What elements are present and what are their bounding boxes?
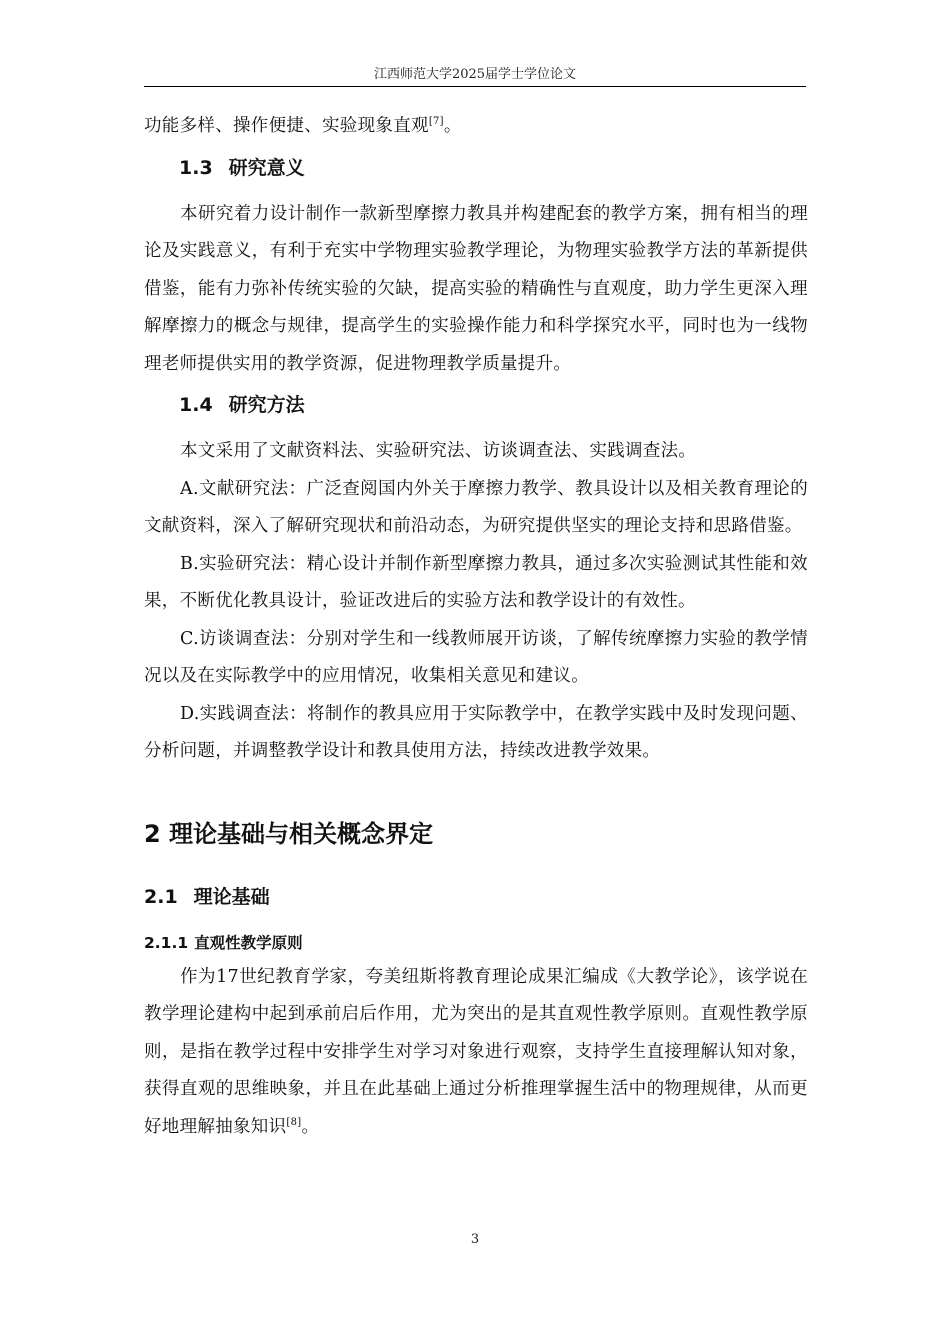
- section-number: 2.1.1: [144, 933, 189, 952]
- header-rule: [144, 86, 806, 87]
- method-a-paragraph: A.文献研究法：广泛查阅国内外关于摩擦力教学、教具设计以及相关教育理论的文献资料，深入了解研究现状和前沿动态，为研究提供坚实的理论支持和思路借鉴。: [144, 478, 808, 536]
- section-2-1-1-paragraph: [144, 959, 808, 1147]
- method-c-paragraph: C.访谈调查法：分别对学生和一线教师展开访谈，了解传统摩擦力实验的教学情况以及在实际教学中的应用情况，收集相关意见和建议。: [144, 628, 808, 686]
- section-number: 2.1: [144, 885, 178, 908]
- paragraph-end: 。: [301, 1116, 320, 1137]
- method-d-paragraph: D.实践调查法：将制作的教具应用于实际教学中，在教学实践中及时发现问题、分析问题，并调整教学设计和教具使用方法，持续改进教学效果。: [144, 703, 808, 761]
- page-number: 3: [470, 1232, 480, 1247]
- intro-tail-text: 功能多样、操作便捷、实验现象直观: [144, 116, 429, 136]
- section-1-4-heading: [144, 393, 808, 417]
- section-number: 1.3: [179, 156, 213, 179]
- intro-tail-paragraph: [144, 108, 808, 146]
- chapter-2-heading: 2 理论基础与相关概念界定: [144, 819, 434, 848]
- intro-tail-end: 。: [443, 116, 462, 136]
- section-number: 1.4: [179, 394, 213, 416]
- methods-intro-paragraph: 本文采用了文献资料法、实验研究法、访谈调查法、实践调查法。: [180, 441, 697, 461]
- section-title: 研究意义: [228, 156, 305, 179]
- running-header: 江西师范大学2025届学士学位论文: [373, 67, 577, 82]
- paragraph-text: 作为17世纪教育学家，夸美纽斯将教育理论成果汇编成《大教学论》，该学说在教学理论建构中起到承前启后作用，尤为突出的是其直观性教学原则。直观性教学原则，是指在教学过程中安排学生对学习对象进行观察，支持学生直接理解认知对象，获得直观的思维映象，并且在此基础上通过分析推理掌握生活中的物理规律，从而更好地理解抽象知识: [144, 966, 808, 1137]
- section-2-1-heading: [144, 885, 808, 909]
- section-2-1-1-heading: [144, 933, 808, 953]
- citation-ref-7: [7]: [428, 116, 444, 128]
- citation-ref-8: [8]: [286, 1116, 302, 1128]
- page-body: [144, 108, 808, 1146]
- method-b-paragraph: B.实验研究法：精心设计并制作新型摩擦力教具，通过多次实验测试其性能和效果，不断优化教具设计，验证改进后的实验方法和教学设计的有效性。: [144, 553, 808, 611]
- section-1-3-paragraph: 本研究着力设计制作一款新型摩擦力教具并构建配套的教学方案，拥有相当的理论及实践意义，有利于充实中学物理实验教学理论，为物理实验教学方法的革新提供借鉴，能有力弥补传统实验的欠缺，提高实验的精确性与直观度，助力学生更深入理解摩擦力的概念与规律，提高学生的实验操作能力和科学探究水平，同时也为一线物理老师提供实用的教学资源，促进物理教学质量提升。: [144, 203, 808, 374]
- section-title: 理论基础: [193, 885, 270, 908]
- section-title: 研究方法: [228, 394, 305, 416]
- section-title: 直观性教学原则: [194, 933, 303, 952]
- section-1-3-heading: [144, 156, 808, 180]
